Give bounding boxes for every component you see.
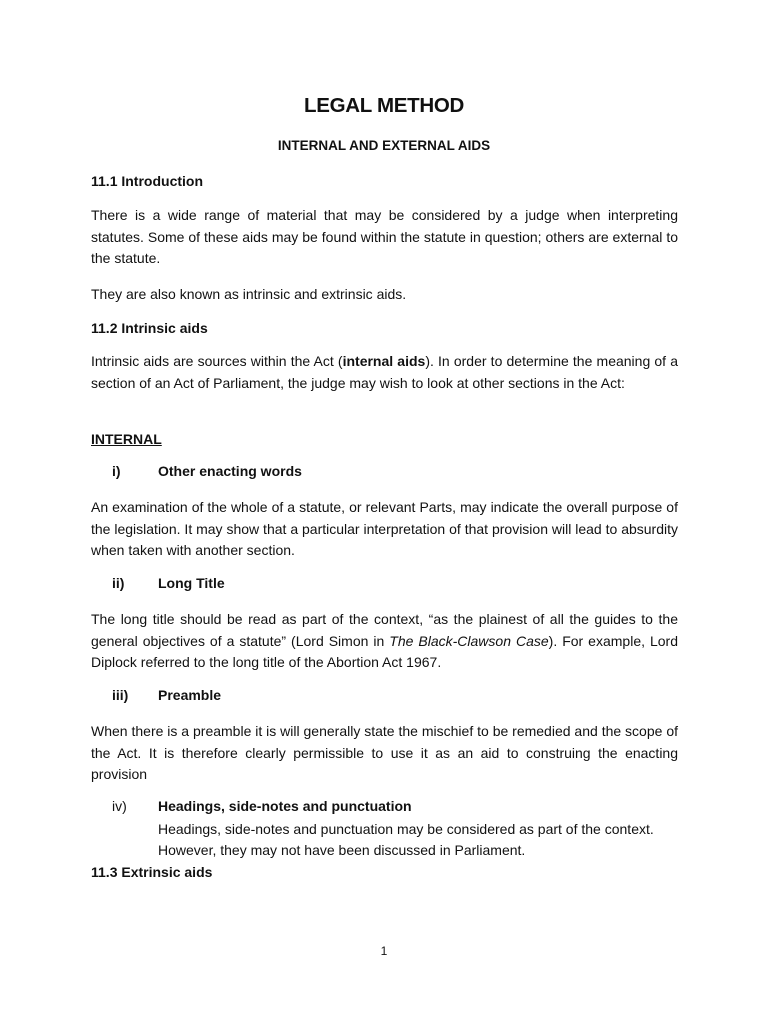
item-text-other-enacting-words: An examination of the whole of a statute, or relevant Parts, may indicate the overall purpose of the legislation. It may show that a particular interpretation of that provision will lead to absurdity when taken with another section.	[91, 499, 678, 559]
item-text-headings: Headings, side-notes and punctuation may be considered as part of the context. However, they may not have been discussed in Parliament.	[158, 821, 654, 858]
item-title-long-title: Long Title	[158, 575, 225, 591]
page-number: 1	[380, 944, 388, 958]
item-number-ii: ii)	[112, 575, 125, 591]
long-title-text-start: The long title should be read as part of the context, “as the plainest of all the guides to the general objectives of a statute” (Lord Simon in	[91, 611, 678, 649]
item-number-iv: iv)	[112, 798, 127, 814]
item-text-preamble: When there is a preamble it is will generally state the mischief to be remedied and the scope of the Act. It is therefore clearly permissible to use it as an aid to construing the enacting provision	[91, 723, 678, 783]
item-title-preamble: Preamble	[158, 687, 222, 703]
document-subtitle: INTERNAL AND EXTERNAL AIDS	[277, 138, 491, 153]
intrinsic-aids-text-start: Intrinsic aids are sources within the Act (	[91, 353, 343, 369]
intrinsic-aids-paragraph	[91, 351, 678, 394]
intrinsic-aids-text-end: ). In order to determine the meaning of a section of an Act of Parliament, the judge may wish to look at other sections in the Act:	[91, 353, 678, 391]
intrinsic-extrinsic-paragraph: They are also known as intrinsic and extrinsic aids.	[91, 286, 407, 302]
internal-label: INTERNAL	[91, 431, 162, 447]
section-heading-intrinsic-aids: 11.2 Intrinsic aids	[91, 320, 208, 336]
item-title-other-enacting-words: Other enacting words	[158, 463, 302, 479]
item-text-long-title	[91, 609, 678, 674]
introduction-paragraph: There is a wide range of material that may be considered by a judge when interpreting statutes. Some of these aids may be found within the statute in question; others are external to the statute.	[91, 207, 678, 267]
item-number-i: i)	[112, 463, 121, 479]
case-name: The Black-Clawson Case	[389, 632, 549, 649]
document-title: LEGAL METHOD	[303, 94, 465, 117]
item-title-headings: Headings, side-notes and punctuation	[158, 798, 412, 814]
item-number-iii: iii)	[112, 687, 129, 703]
section-heading-extrinsic-aids: 11.3 Extrinsic aids	[91, 864, 213, 880]
internal-aids-term: internal aids	[342, 353, 426, 369]
long-title-text-end: ). For example, Lord Diplock referred to the long title of the Abortion Act 1967.	[91, 632, 678, 671]
section-heading-introduction: 11.1 Introduction	[91, 173, 204, 189]
